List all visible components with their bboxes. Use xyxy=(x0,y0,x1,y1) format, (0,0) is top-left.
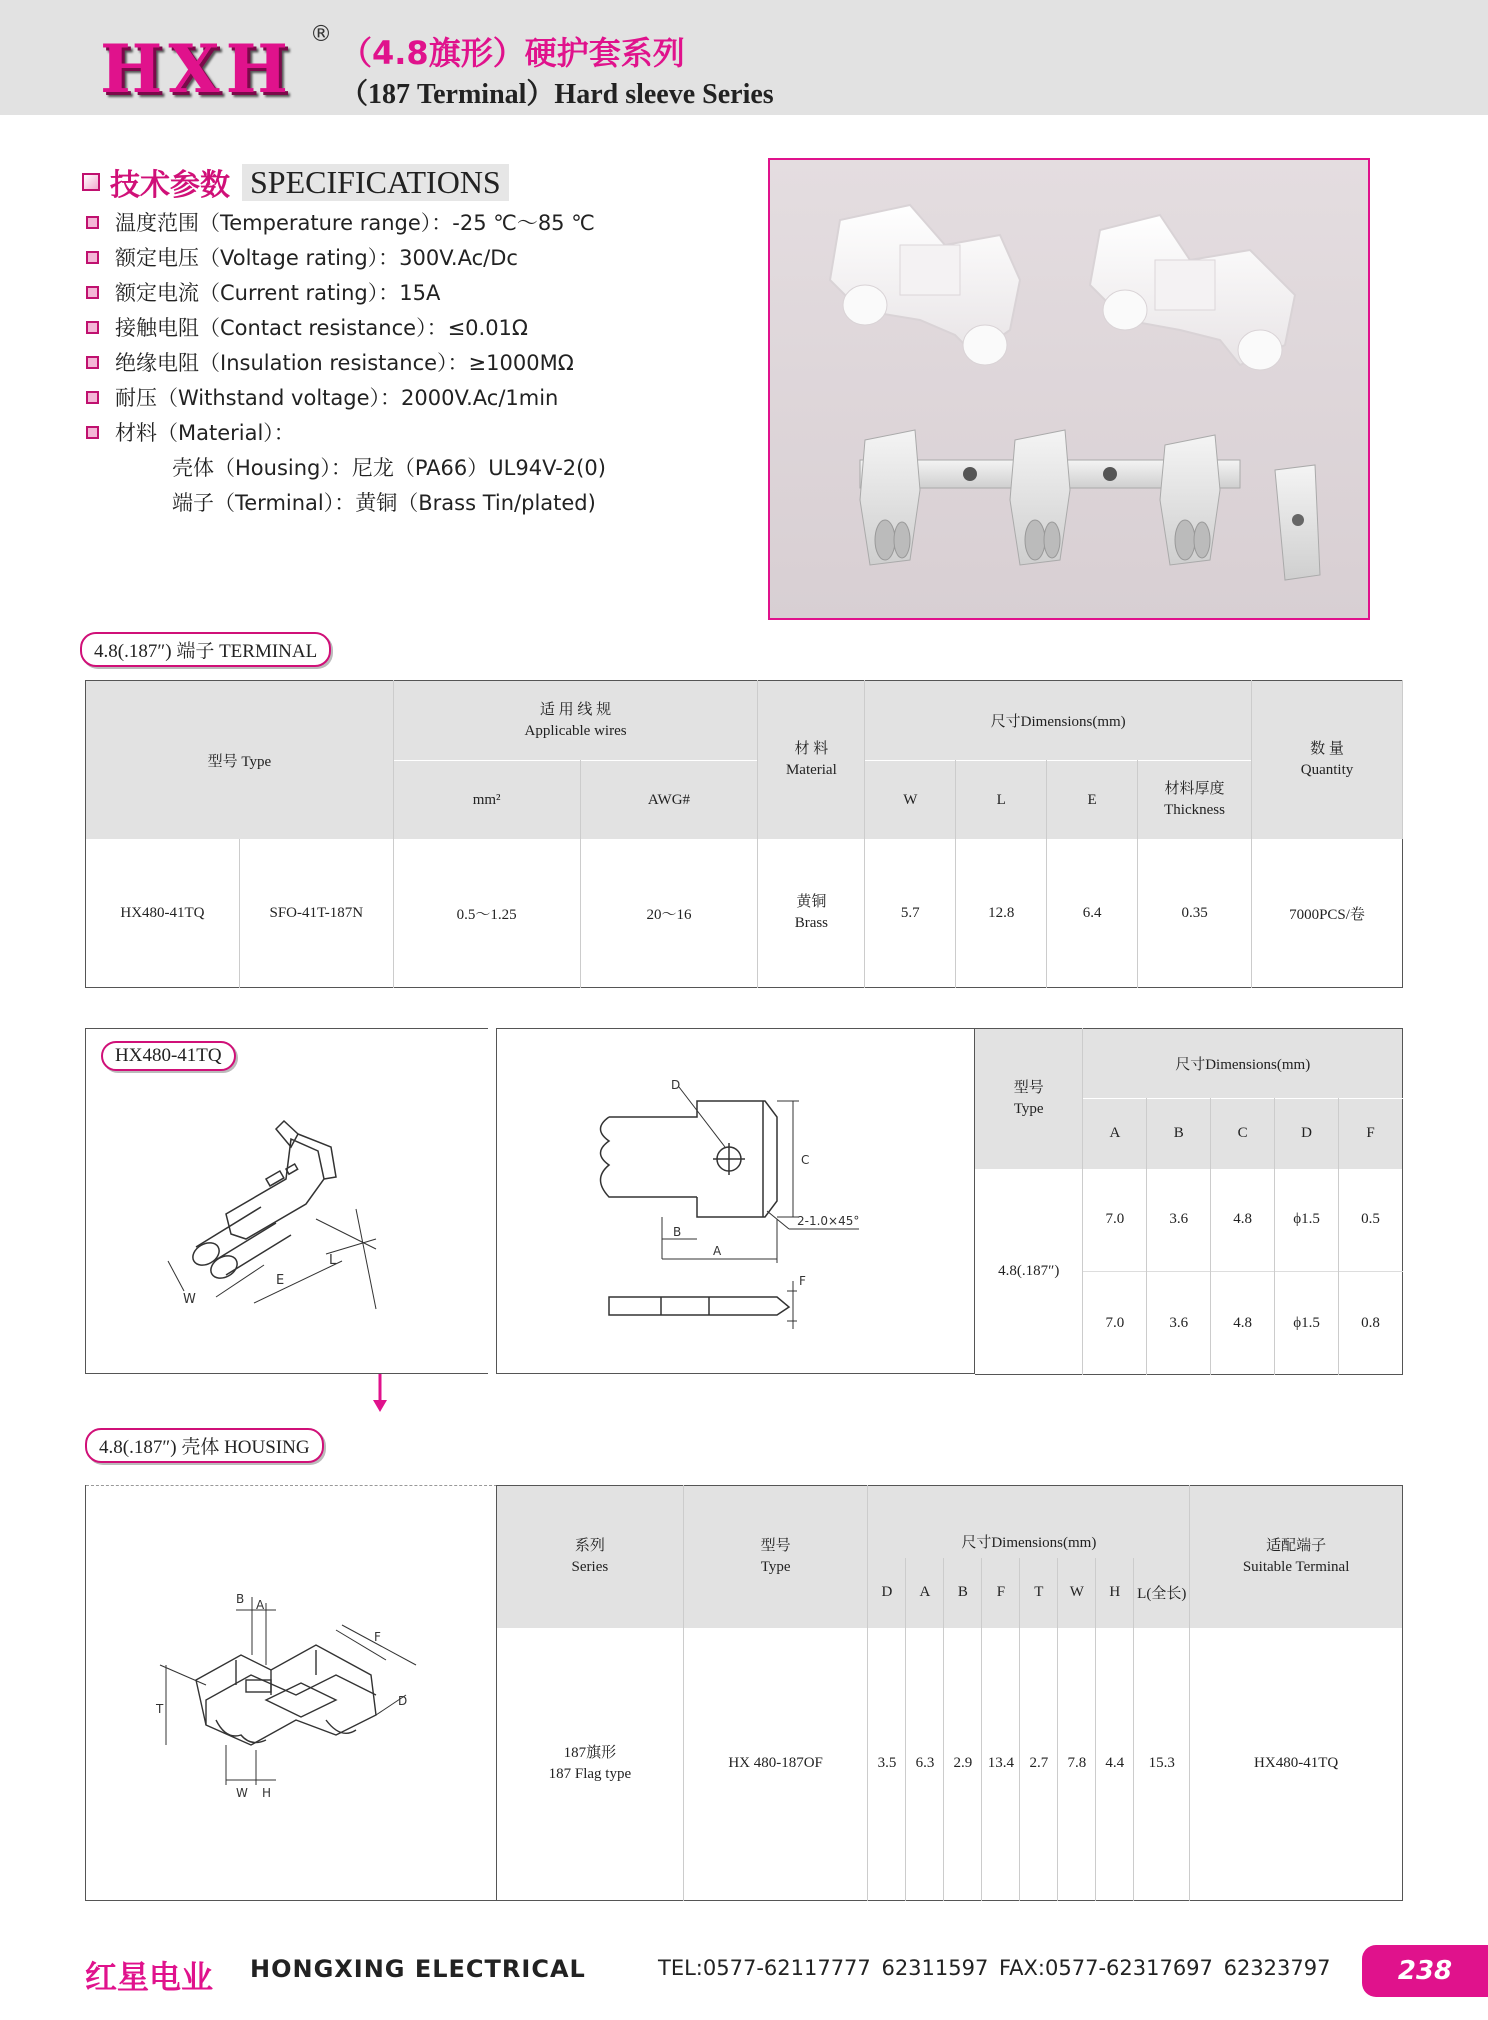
header-type xyxy=(975,1029,1083,1169)
header-suitable-terminal xyxy=(1190,1486,1403,1628)
header-mm2: mm² xyxy=(393,761,580,839)
suitable-cn: 适配端子 xyxy=(1266,1537,1327,1554)
spec-heading-en: SPECIFICATIONS xyxy=(242,164,509,201)
material-value-en: Brass xyxy=(794,915,829,931)
spec-text: 额定电流（Current rating）：15A xyxy=(115,281,441,305)
tab-2d-drawing xyxy=(497,1029,974,1373)
cell-a: 7.0 xyxy=(1083,1272,1147,1375)
terminal-isometric-drawing xyxy=(86,1029,486,1369)
cell-f: 0.5 xyxy=(1361,1211,1380,1228)
dim-label-h: H xyxy=(262,1786,272,1800)
spec-item xyxy=(86,347,574,377)
dim-label-c: C xyxy=(801,1153,810,1167)
hxh-logo: HXH xyxy=(100,30,294,108)
company-name-en: HONGXING ELECTRICAL xyxy=(250,1955,586,1983)
header-l: L xyxy=(956,761,1047,839)
header-w: W xyxy=(865,761,956,839)
cell-d: ϕ1.5 xyxy=(1275,1169,1339,1272)
company-name-cn: 红星电业 xyxy=(85,1958,214,1996)
housing-isometric-drawing xyxy=(86,1485,496,1899)
terminal-drawing-panel xyxy=(85,1028,488,1374)
cell-b: 3.6 xyxy=(1147,1169,1211,1272)
series-value-en: 187 Flag type xyxy=(548,1765,632,1782)
cell-type1: HX480-41TQ xyxy=(86,839,240,988)
housing-part xyxy=(830,205,1020,365)
spec-item xyxy=(86,207,595,237)
drawing-section-tag: HX480-41TQ xyxy=(101,1041,236,1071)
registered-mark: ® xyxy=(310,22,332,47)
housing-spec-table xyxy=(496,1485,1403,1901)
material-housing: 壳体（Housing）：尼龙（PA66）UL94V-2(0) xyxy=(172,456,606,480)
cell-type: 4.8(.187″) xyxy=(975,1169,1083,1375)
cell-e: 6.4 xyxy=(1047,839,1138,988)
spec-text: 耐压（Withstand voltage）：2000V.Ac/1min xyxy=(115,386,559,410)
cell-l: 15.3 xyxy=(1134,1628,1190,1901)
material-en: Material xyxy=(785,762,837,778)
header-d: D xyxy=(1275,1099,1339,1169)
header-e: E xyxy=(1047,761,1138,839)
cell-material xyxy=(758,839,865,988)
material-terminal: 端子（Terminal）：黄铜（Brass Tin/plated) xyxy=(172,491,596,515)
dim-label-d: D xyxy=(671,1078,681,1092)
wires-en: Applicable wires xyxy=(524,722,627,739)
dim-label-b: B xyxy=(236,1592,245,1606)
housing-section-tag: 4.8(.187″) 壳体 HOUSING xyxy=(85,1428,324,1463)
table-row xyxy=(86,839,1403,988)
cell-w: 7.8 xyxy=(1058,1628,1096,1901)
terminal-section-tag: 4.8(.187″) 端子 TERMINAL xyxy=(80,632,331,667)
header-type: 型号 Type xyxy=(86,681,394,840)
type-en: Type xyxy=(1013,1100,1044,1117)
spec-item xyxy=(86,417,295,447)
product-photo-illustration xyxy=(770,160,1368,618)
spec-text: 接触电阻（Contact resistance）：≤0.01Ω xyxy=(115,316,528,340)
thickness-en: Thickness xyxy=(1164,802,1225,819)
product-photo xyxy=(768,158,1370,620)
bullet-square-icon xyxy=(86,321,99,334)
cell-suitable-terminal: HX480-41TQ xyxy=(1254,1755,1339,1772)
dim-label-f: F xyxy=(799,1274,806,1288)
title-english: （187 Terminal）Hard sleeve Series xyxy=(340,79,774,110)
header-f: F xyxy=(982,1558,1020,1628)
type-cn: 型号 xyxy=(760,1537,791,1554)
bullet-square-icon xyxy=(86,216,99,229)
header-applicable-wires xyxy=(393,681,758,761)
spec-item xyxy=(86,312,528,342)
dim-label-chamfer: 2-1.0×45° xyxy=(797,1214,860,1228)
housing-part xyxy=(1090,215,1295,370)
cell-w: 5.7 xyxy=(865,839,956,988)
contact-info: TEL:0577-62117777 62311597 FAX:0577-62317697 62323797 xyxy=(658,1956,1331,1980)
series-value-cn: 187旗形 xyxy=(563,1744,617,1761)
spec-heading-cn: 技术参数 xyxy=(110,168,230,203)
header-t: T xyxy=(1020,1558,1058,1628)
tab-dimension-drawing-panel xyxy=(496,1028,975,1374)
dim-label-w: W xyxy=(236,1786,248,1800)
bullet-square-icon xyxy=(86,286,99,299)
title-chinese: （4.8旗形）硬护套系列 xyxy=(340,34,685,72)
cell-a: 6.3 xyxy=(906,1628,944,1901)
cell-t: 2.7 xyxy=(1020,1628,1058,1901)
terminal-strip xyxy=(860,430,1320,580)
dim-label-w: W xyxy=(183,1292,196,1307)
terminal-spec-table xyxy=(85,680,1403,988)
material-value-cn: 黄铜 xyxy=(796,894,827,910)
cell-c: 4.8 xyxy=(1211,1169,1275,1272)
header-d: D xyxy=(868,1558,906,1628)
header-b: B xyxy=(1147,1099,1211,1169)
table-row xyxy=(975,1169,1403,1272)
housing-drawing-panel xyxy=(85,1485,496,1901)
spec-text: 温度范围（Temperature range）：-25 ℃～85 ℃ xyxy=(115,211,595,235)
header-w: W xyxy=(1058,1558,1096,1628)
header-series xyxy=(497,1486,684,1628)
cell-awg: 20～16 xyxy=(580,839,758,988)
dim-label-l: L xyxy=(329,1253,337,1268)
cell-mm2: 0.5～1.25 xyxy=(393,839,580,988)
spec-text: 绝缘电阻（Insulation resistance）：≥1000MΩ xyxy=(115,351,574,375)
header-dimensions: 尺寸Dimensions(mm) xyxy=(868,1486,1190,1558)
specifications-heading xyxy=(82,160,509,204)
cell-quantity: 7000PCS/卷 xyxy=(1289,906,1365,923)
qty-en: Quantity xyxy=(1300,762,1354,778)
bullet-square-icon xyxy=(86,391,99,404)
cell-c: 4.8 xyxy=(1211,1272,1275,1375)
header-material xyxy=(758,681,865,840)
arrow-down-icon xyxy=(370,1374,390,1414)
material-cn: 材 料 xyxy=(794,741,829,757)
spec-item xyxy=(86,382,558,412)
header-h: H xyxy=(1096,1558,1134,1628)
dim-label-b: B xyxy=(673,1225,682,1239)
dim-label-e: E xyxy=(276,1273,285,1288)
dashed-divider xyxy=(86,1485,497,1486)
cell-f: 0.8 xyxy=(1361,1314,1380,1331)
bullet-square-icon xyxy=(86,426,99,439)
tab-dimension-table xyxy=(975,1028,1403,1375)
cell-h: 4.4 xyxy=(1096,1628,1134,1901)
cell-l: 12.8 xyxy=(956,839,1047,988)
dim-label-a: A xyxy=(713,1244,722,1258)
cell-type: HX 480-187OF xyxy=(683,1628,868,1901)
header-thickness xyxy=(1138,761,1252,839)
cell-series xyxy=(497,1628,684,1901)
cell-b: 2.9 xyxy=(944,1628,982,1901)
header-quantity xyxy=(1252,681,1403,840)
dim-label-a: A xyxy=(256,1598,265,1612)
qty-cn: 数 量 xyxy=(1310,741,1344,757)
spec-text: 材料（Material）： xyxy=(115,421,295,445)
header-f: F xyxy=(1339,1099,1403,1169)
header-a: A xyxy=(906,1558,944,1628)
cell-type2: SFO-41T-187N xyxy=(239,839,393,988)
cell-thickness: 0.35 xyxy=(1138,839,1252,988)
header-b: B xyxy=(944,1558,982,1628)
bullet-square-icon xyxy=(86,251,99,264)
thickness-cn: 材料厚度 xyxy=(1164,781,1225,798)
series-en: Series xyxy=(571,1558,609,1575)
cell-f: 13.4 xyxy=(982,1628,1020,1901)
cell-d: ϕ1.5 xyxy=(1275,1272,1339,1375)
cell-a: 7.0 xyxy=(1083,1169,1147,1272)
cell-b: 3.6 xyxy=(1147,1272,1211,1375)
header-dimensions: 尺寸Dimensions(mm) xyxy=(1083,1029,1403,1099)
type-en: Type xyxy=(760,1558,791,1575)
header-a: A xyxy=(1083,1099,1147,1169)
spec-item xyxy=(86,277,440,307)
header-c: C xyxy=(1211,1099,1275,1169)
series-cn: 系列 xyxy=(574,1537,605,1554)
header-awg: AWG# xyxy=(580,761,758,839)
header-type xyxy=(683,1486,868,1628)
header-dimensions: 尺寸Dimensions(mm) xyxy=(865,681,1252,761)
spec-item xyxy=(86,242,518,272)
type-cn: 型号 xyxy=(1013,1079,1044,1096)
cell-d: 3.5 xyxy=(868,1628,906,1901)
dim-label-f: F xyxy=(374,1630,381,1644)
spec-text: 额定电压（Voltage rating）：300V.Ac/Dc xyxy=(115,246,518,270)
bullet-square-icon xyxy=(82,173,100,191)
header-l: L(全长) xyxy=(1134,1558,1190,1628)
page-number: 238 xyxy=(1362,1945,1488,1997)
suitable-en: Suitable Terminal xyxy=(1242,1558,1350,1575)
table-row xyxy=(497,1628,1403,1901)
wires-cn: 适 用 线 规 xyxy=(539,701,612,718)
bullet-square-icon xyxy=(86,356,99,369)
dim-label-t: T xyxy=(156,1702,164,1716)
dim-label-d: D xyxy=(398,1694,408,1708)
